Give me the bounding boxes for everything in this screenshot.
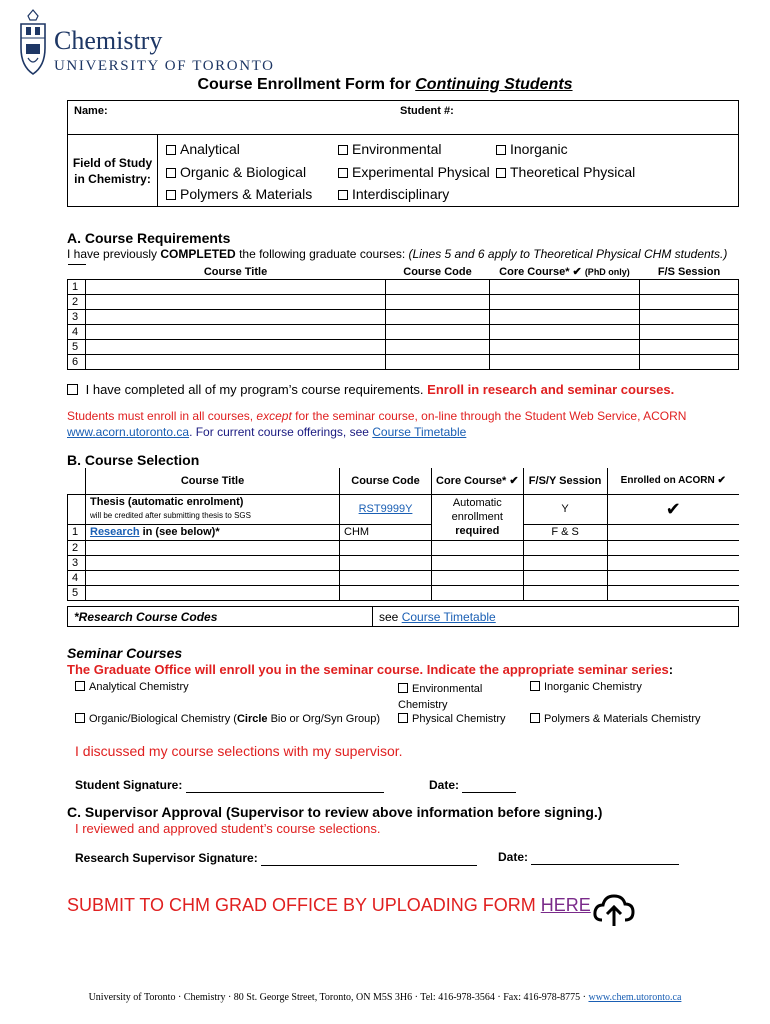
checkbox[interactable] [75,681,85,691]
thesis-acorn-check-icon: ✔ [607,494,739,524]
acorn-cell[interactable] [607,555,739,570]
completed-text: I have completed all of my program’s course requirements. [85,382,428,397]
supervisor-signature-label: Research Supervisor Signature: [75,851,262,865]
session-cell[interactable] [640,355,739,370]
table-row [68,310,739,325]
section-b-heading: B. Course Selection [67,452,200,468]
core-cell[interactable] [490,355,640,370]
title-cell[interactable] [86,570,340,585]
cloud-upload-icon[interactable] [592,890,636,930]
row-number: 2 [68,295,86,310]
core-cell[interactable] [490,280,640,295]
research-title-cell [86,524,340,540]
num-col-header [68,468,86,494]
course-code-header: Course Code [386,265,490,280]
option-theoretical-physical[interactable] [496,164,635,180]
seminar-instruction [67,662,673,677]
notice-b: except [256,409,292,423]
core-cell[interactable] [432,570,524,585]
code-cell[interactable] [340,555,432,570]
notice-c: for the seminar course, on-line through the Student Web Service, ACORN [291,409,687,423]
core-label: Core Course* ✔ [499,266,582,279]
seminar-inorganic[interactable] [530,681,642,693]
submit-instruction [67,895,591,916]
session-cell[interactable] [523,555,607,570]
chemistry-wordmark: Chemistry [54,26,163,55]
option-label: Environmental [352,141,442,157]
row-number: 3 [68,310,86,325]
checkbox[interactable] [75,713,85,723]
acorn-cell[interactable] [607,585,739,600]
thesis-title: Thesis (automatic enrolment) [90,496,244,508]
supervisor-date-field[interactable] [531,850,679,865]
session-cell[interactable] [523,540,607,555]
code-cell[interactable] [386,325,490,340]
option-label: Analytical Chemistry [89,681,189,693]
title-cell[interactable] [86,280,386,295]
course-timetable-link[interactable]: Course Timetable [372,425,467,439]
thesis-row [68,494,740,524]
core-cell[interactable] [432,540,524,555]
title-cell[interactable] [86,540,340,555]
session-cell[interactable] [523,570,607,585]
research-link[interactable]: Research [90,526,140,538]
checkbox[interactable] [530,713,540,723]
row-number: 5 [68,340,86,355]
title-emphasis: Continuing Students [415,76,573,93]
form-title [0,76,770,94]
option-label: Interdisciplinary [352,186,450,202]
row-number: 1 [68,280,86,295]
acorn-cell[interactable] [607,540,739,555]
option-label-bold: Circle [236,713,268,725]
checkbox[interactable] [398,713,408,723]
table-row [68,585,740,600]
completed-requirements-line [67,382,674,397]
core-course-header: Core Course* ✔ [432,468,524,494]
option-label: Environmental [412,683,483,695]
option-label: Theoretical Physical [510,164,636,180]
core-course-header [490,265,640,280]
research-codes-table [67,606,739,627]
instruction-text: The Graduate Office will enroll you in the seminar course. Indicate the appropriate seminar series [67,662,669,677]
notice-a: Students must enroll in all courses, [67,409,257,423]
seminar-organic-biological[interactable] [75,713,380,725]
option-label: Physical Chemistry [412,713,506,725]
field-of-study-label [68,135,158,207]
row-number: 3 [68,555,86,570]
intro-pre: I have previously [67,247,161,261]
table-row [68,570,740,585]
checkbox[interactable] [166,190,176,200]
option-interdisciplinary[interactable] [338,186,449,202]
research-session-cell: F & S [523,524,607,540]
seminar-analytical[interactable] [75,681,189,693]
research-code-cell[interactable]: CHM [340,524,432,540]
code-cell[interactable] [340,540,432,555]
core-cell[interactable] [490,325,640,340]
student-date-line [429,778,516,793]
code-cell[interactable] [386,280,490,295]
supervisor-signature-field[interactable] [261,851,477,866]
table-row [68,325,739,340]
field-label-line1: Field of Study [72,155,153,170]
acorn-cell[interactable] [607,570,739,585]
option-label-post: Bio or Org/Syn Group) [267,713,381,725]
crest-icon [16,8,50,78]
option-polymers-materials[interactable] [166,186,312,202]
student-number-field[interactable] [400,101,739,135]
checkbox[interactable] [496,145,506,155]
thesis-note: will be credited after submitting thesis to SGS [90,511,251,520]
field-options [158,135,739,207]
research-codes-see [373,607,739,627]
instruction-colon: : [668,662,674,677]
student-signature-label: Student Signature: [75,778,186,792]
core-cell[interactable] [490,340,640,355]
completed-red-text: Enroll in research and seminar courses. [427,382,675,397]
course-code-header: Course Code [340,468,432,494]
student-date-label: Date: [429,778,463,792]
code-cell[interactable] [386,340,490,355]
option-analytical[interactable] [166,141,240,157]
title-cell[interactable] [86,325,386,340]
code-cell[interactable] [340,585,432,600]
course-title-header: Course Title [86,468,340,494]
num-col-header [68,265,86,280]
notice-line2: . For current course offerings, see [189,425,373,439]
row-number [68,494,86,524]
session-cell[interactable] [640,325,739,340]
session-cell[interactable] [640,280,739,295]
section-a-heading: A. Course Requirements [67,230,231,246]
code-cell[interactable] [386,355,490,370]
acorn-link[interactable]: www.acorn.utoronto.ca [67,425,190,439]
field-of-study-table [67,134,739,207]
course-requirements-table [67,264,739,370]
thesis-code-cell [340,494,432,524]
supervisor-date-label: Date: [498,850,532,864]
supervisor-signature-line [75,851,477,866]
intro-mid: the following graduate courses: [235,247,409,261]
checkbox[interactable] [338,190,348,200]
session-cell[interactable] [640,340,739,355]
upload-here-link[interactable]: HERE [540,895,591,915]
row-number: 5 [68,585,86,600]
row-number: 6 [68,355,86,370]
title-prefix: Course Enrollment Form for [197,76,416,93]
checkbox[interactable] [338,145,348,155]
university-logo [16,8,276,80]
research-rest: in (see below)* [139,526,220,538]
row-number: 2 [68,540,86,555]
option-label-pre: Organic/Biological Chemistry ( [89,713,237,725]
option-environmental[interactable] [338,141,442,157]
fsy-session-header: F/S/Y Session [523,468,607,494]
option-label: Inorganic Chemistry [544,681,642,693]
student-number-label: Student #: [400,105,454,117]
acorn-notice [67,408,686,440]
checkbox[interactable] [496,168,506,178]
title-cell[interactable] [86,340,386,355]
supervisor-date-line [498,850,679,865]
student-signature-field[interactable] [186,778,384,793]
thesis-title-cell [86,494,340,524]
core-note: (PhD only) [584,267,630,278]
option-label: Inorganic [510,141,568,157]
thesis-code-link[interactable]: RST9999Y [358,503,413,515]
option-inorganic[interactable] [496,141,568,157]
checkbox[interactable] [338,168,348,178]
selection-header-row [68,468,740,494]
core-cell[interactable] [432,585,524,600]
session-cell[interactable] [640,310,739,325]
core-cell[interactable] [490,310,640,325]
footer [0,992,770,1003]
code-cell[interactable] [340,570,432,585]
option-organic-biological[interactable] [166,164,306,180]
core-line2: enrollment [451,511,503,523]
checkbox[interactable] [530,681,540,691]
core-line1: Automatic [452,497,502,509]
course-selection-table [67,468,739,601]
reviewed-statement: I reviewed and approved student’s course selections. [75,821,381,836]
university-wordmark: UNIVERSITY OF TORONTO [54,58,275,74]
chem-website-link[interactable]: www.chem.utoronto.ca [588,992,682,1003]
session-cell[interactable] [523,585,607,600]
option-label: Analytical [180,141,240,157]
option-label: Organic & Biological [180,164,307,180]
table-row [68,280,739,295]
table-row [68,340,739,355]
checkbox[interactable] [166,168,176,178]
section-a-intro [67,247,727,261]
row-number: 4 [68,570,86,585]
title-cell[interactable] [86,555,340,570]
option-label-line2: Chemistry [398,699,448,711]
identity-table [67,100,739,135]
enrolled-acorn-header: Enrolled on ACORN ✔ [607,468,739,494]
name-field[interactable] [68,101,404,135]
see-text: see [379,609,402,624]
research-acorn-cell[interactable] [607,524,739,540]
intro-italic: (Lines 5 and 6 apply to Theoretical Physical CHM students.) [408,247,728,261]
option-label: Polymers & Materials Chemistry [544,713,701,725]
name-label: Name: [74,105,108,117]
table-row [68,555,740,570]
field-label-line2: in Chemistry: [74,171,151,186]
title-cell[interactable] [86,355,386,370]
discussed-statement: I discussed my course selections with my supervisor. [75,743,403,759]
option-label: Polymers & Materials [180,186,313,202]
row-number: 4 [68,325,86,340]
seminar-environmental[interactable] [398,681,482,713]
core-cell[interactable] [490,295,640,310]
thesis-core-cell [432,494,524,540]
footer-text: University of Toronto · Chemistry · 80 St. George Street, Toronto, ON M5S 3H6 · Tel: 416-978-3564 · Fax: 416-978-8775 · [88,992,589,1003]
row-number: 1 [68,524,86,540]
student-signature-line [75,778,384,793]
fs-session-header: F/S Session [640,265,739,280]
seminar-heading: Seminar Courses [67,645,183,661]
thesis-session-cell: Y [523,494,607,524]
course-title-header: Course Title [86,265,386,280]
seminar-physical[interactable] [398,713,506,725]
title-cell[interactable] [86,310,386,325]
option-experimental-physical[interactable] [338,164,490,180]
intro-bold: COMPLETED [160,247,236,261]
core-cell[interactable] [432,555,524,570]
option-label: Experimental Physical [352,164,490,180]
table-row [68,355,739,370]
seminar-polymers[interactable] [530,713,700,725]
research-codes-label: *Research Course Codes [68,607,373,627]
checkbox[interactable] [166,145,176,155]
code-cell[interactable] [386,310,490,325]
title-cell[interactable] [86,585,340,600]
table-row [68,540,740,555]
rc-timetable-link[interactable]: Course Timetable [401,609,496,624]
code-cell[interactable] [386,295,490,310]
section-c-heading: C. Supervisor Approval (Supervisor to review above information before signing.) [67,804,603,820]
research-core-required: required [455,525,500,537]
submit-text: SUBMIT TO CHM GRAD OFFICE BY UPLOADING FORM [67,895,541,915]
checkbox[interactable] [398,683,408,693]
research-row [68,524,740,540]
title-cell[interactable] [86,295,386,310]
completed-checkbox[interactable] [67,384,78,395]
session-cell[interactable] [640,295,739,310]
table-row [68,295,739,310]
student-date-field[interactable] [462,778,516,793]
